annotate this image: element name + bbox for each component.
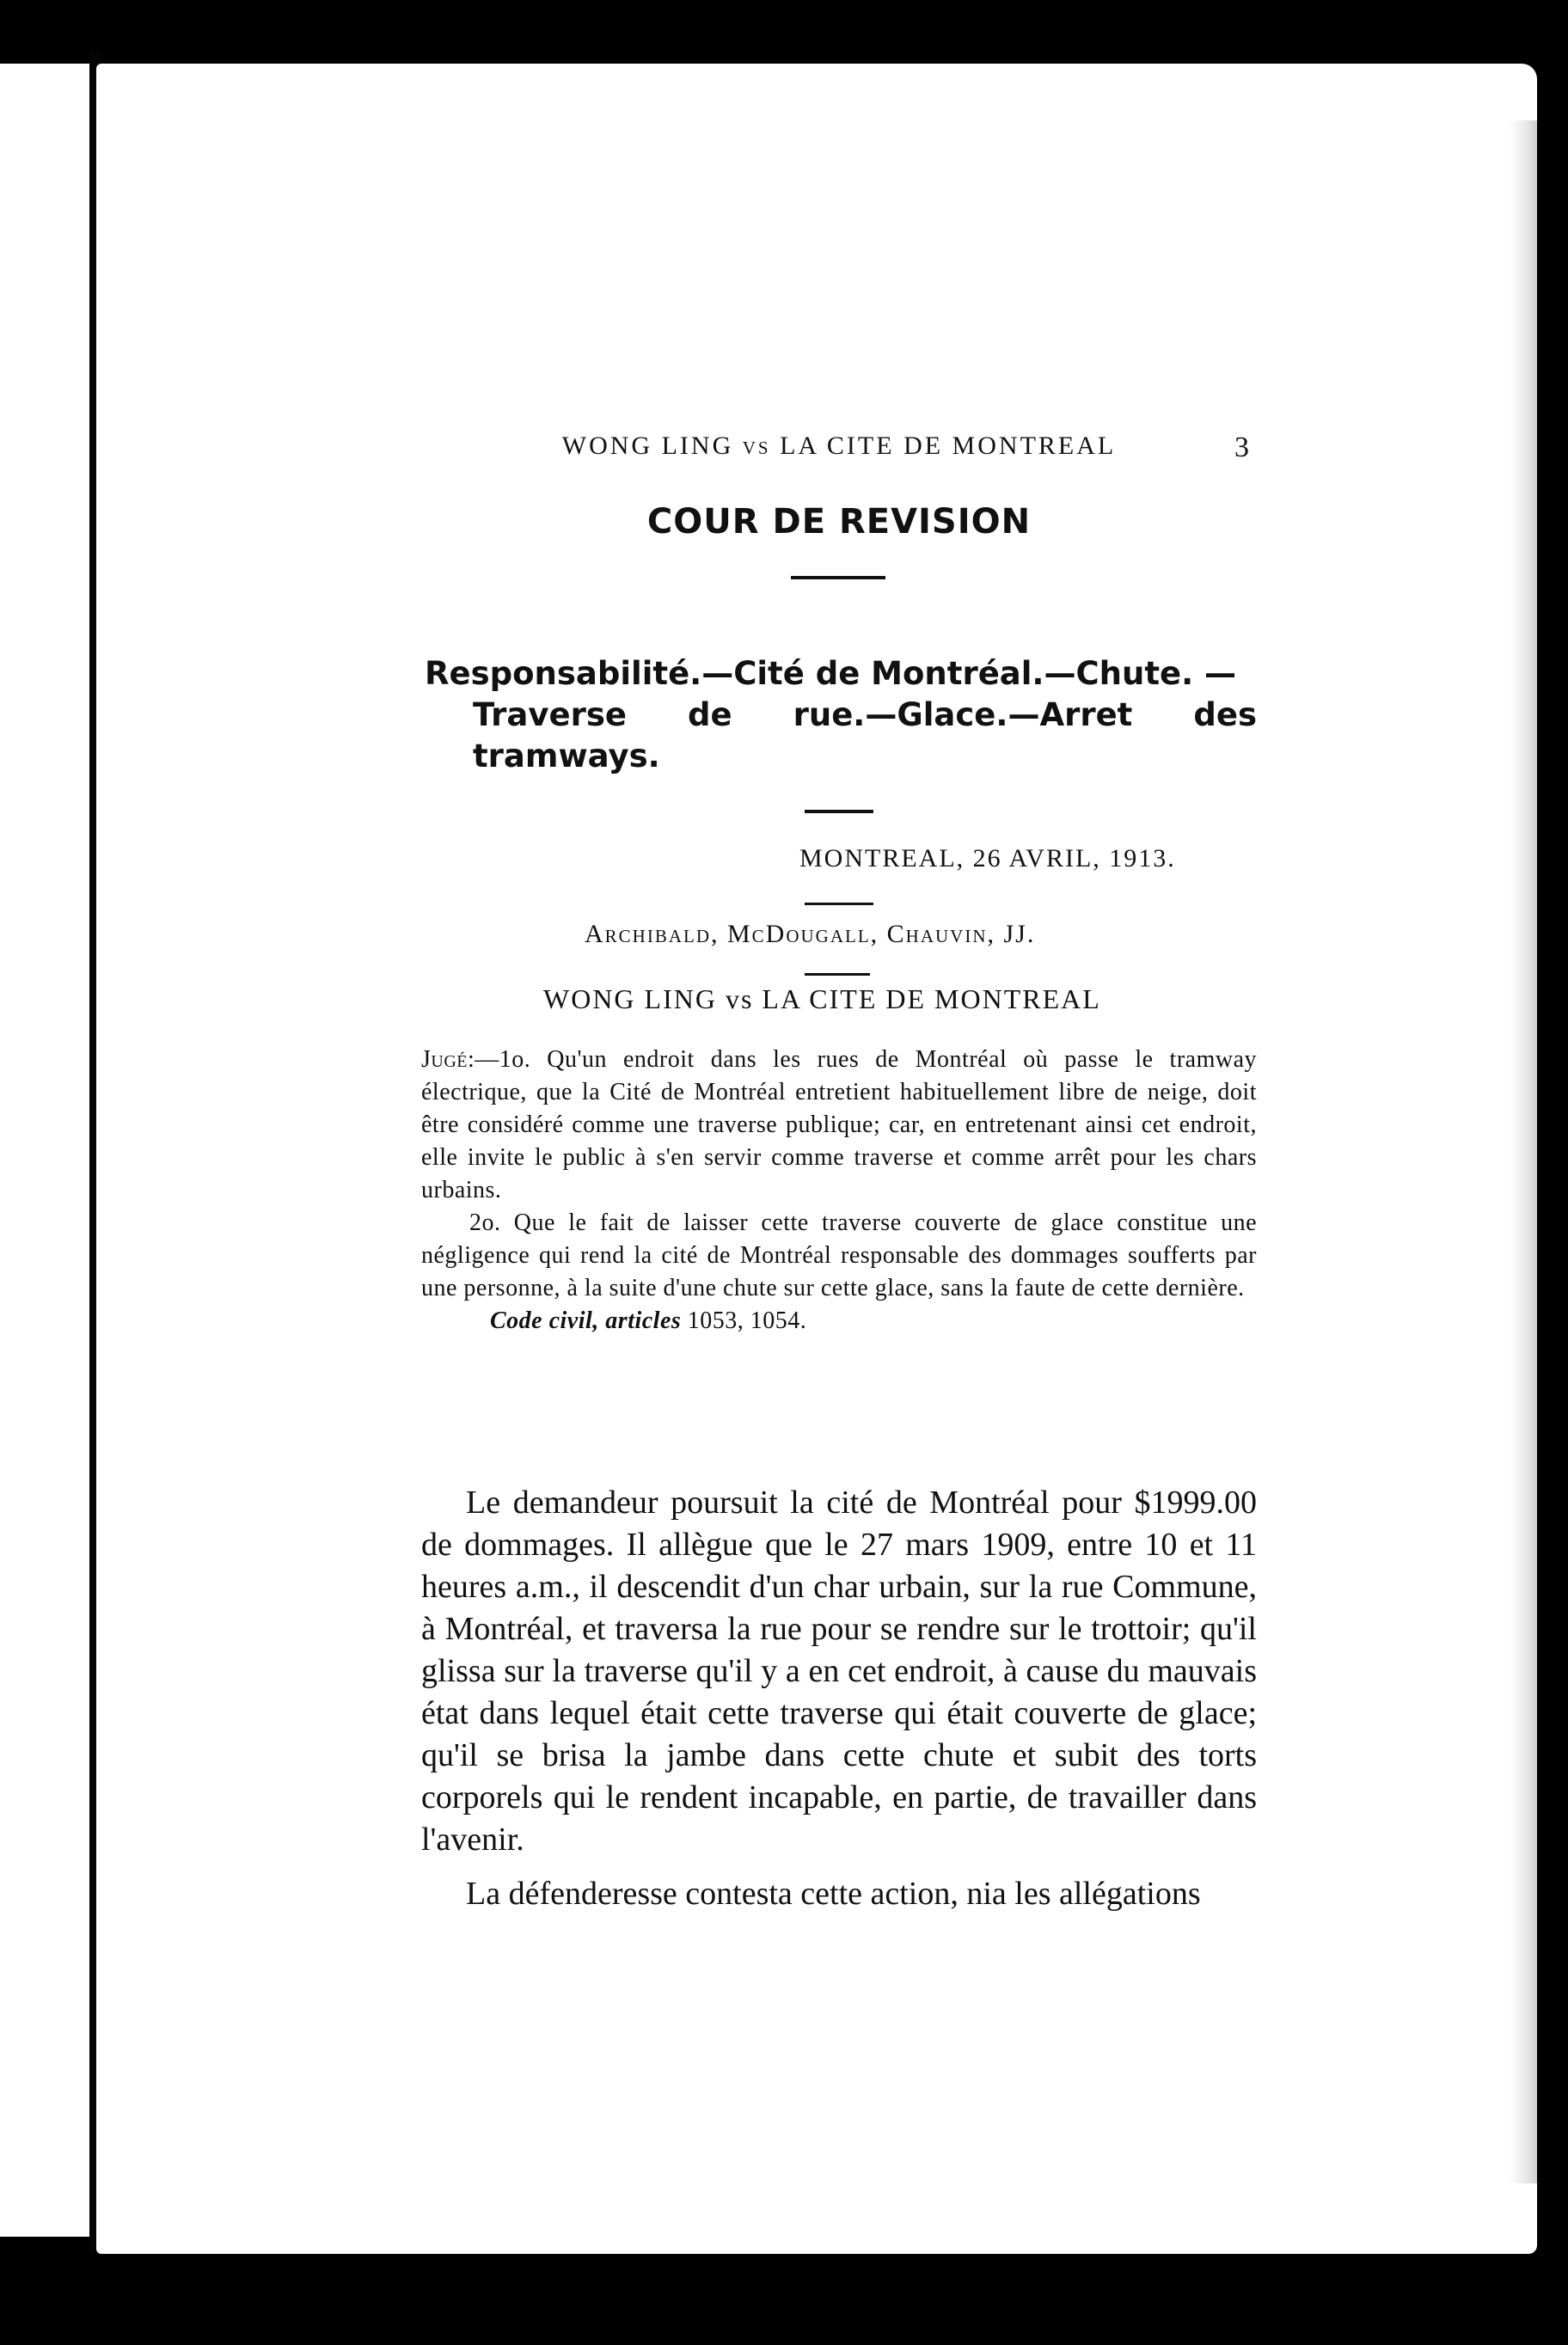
headnote	[425, 653, 1257, 777]
body-text	[421, 1482, 1257, 1927]
case-parties: WONG LING vs LA CITE DE MONTREAL	[543, 983, 1101, 1014]
page-edge-shadow	[1510, 120, 1537, 2183]
dateline: MONTREAL, 26 AVRIL, 1913.	[799, 844, 1176, 872]
juge-label: Jugé	[421, 1046, 468, 1073]
code-label: Code civil, articles	[490, 1307, 682, 1334]
running-head: WONG LING vs LA CITE DE MONTREAL	[561, 432, 1117, 460]
divider-rule	[791, 576, 885, 579]
summary-paragraph-2: 2o. Que le fait de laisser cette traverse couverte de glace constitue une négligence qui rend la cité de Montréal responsable des dommages soufferts par une personne, à la suite d'une chute sur cette glace, sans la faute de cette dernière.	[421, 1209, 1257, 1301]
code-articles: 1053, 1054.	[687, 1307, 807, 1334]
judges-line: Archibald, McDougall, Chauvin, JJ.	[585, 920, 1036, 948]
divider-rule	[805, 810, 873, 813]
divider-rule	[805, 903, 873, 905]
judgment-summary	[421, 1044, 1257, 1338]
summary-paragraph-1	[421, 1044, 1257, 1207]
court-heading: COUR DE REVISION	[646, 502, 1032, 542]
body-paragraph-1: Le demandeur poursuit la cité de Montréal pour $1999.00 de dommages. Il allègue que le 27 mars 1909, entre 10 et 11 heures a.m., il descendit d'un char urbain, sur la rue Commune, à Montréal, et traversa la rue pour se rendre sur le trottoir; qu'il glissa sur la traverse qu'il y a en cet endroit, à cause du mauvais état dans lequel était cette traverse qui était couverte de glace; qu'il se brisa la jambe dans cette chute et subit des torts corporels qui le rendent incapable, en partie, de travailler dans l'avenir.	[421, 1485, 1257, 1858]
facing-page-edge	[0, 64, 89, 2237]
headnote-line-1: Responsabilité.—Cité de Montréal.—Chute. —	[425, 655, 1237, 692]
page-number: 3	[1234, 432, 1249, 463]
divider-rule	[805, 973, 870, 976]
headnote-continuation: Traverse de rue.—Glace.—Arret des tramways.	[473, 696, 1257, 775]
page-content	[421, 64, 1257, 2254]
body-paragraph-2: La défenderesse contesta cette action, nia les allégations	[466, 1876, 1201, 1912]
book-page	[96, 64, 1537, 2254]
summary-text-1: :—1o. Qu'un endroit dans les rues de Montréal où passe le tramway électrique, que la Cité de Montréal entretient habituellement libre de neige, doit être considéré comme une traverse publique; car, en entretenant ainsi cet endroit, elle invite le public à s'en servir comme traverse et comme arrêt pour les chars urbains.	[421, 1046, 1257, 1203]
code-reference	[421, 1305, 1257, 1338]
